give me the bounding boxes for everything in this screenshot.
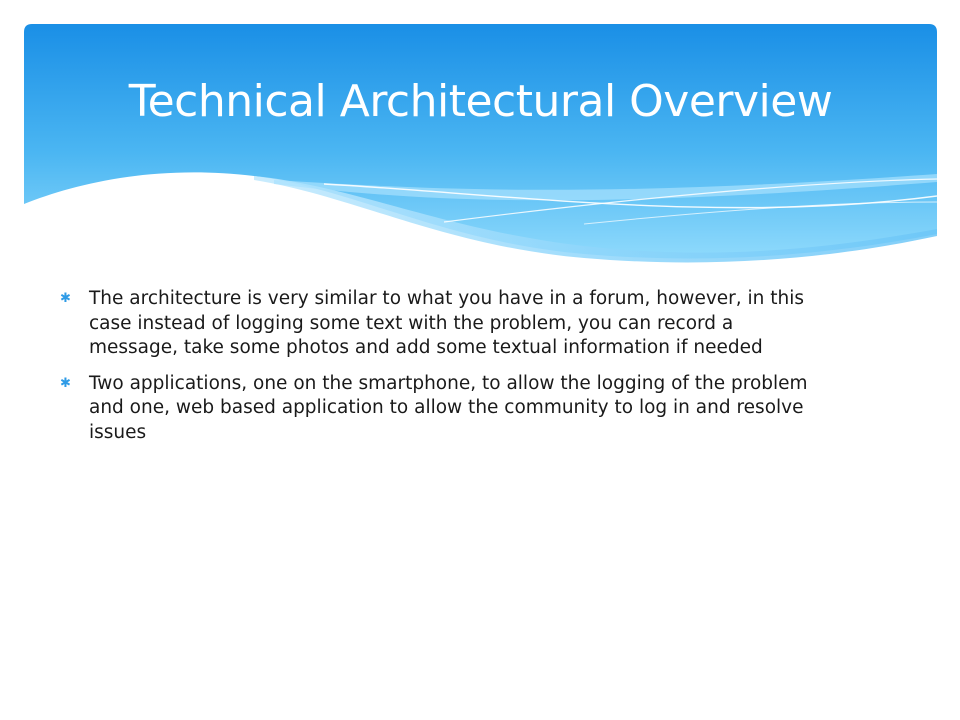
wave-banner-graphic (24, 24, 937, 274)
title-banner (24, 24, 937, 274)
slide-title: Technical Architectural Overview (128, 76, 833, 127)
bullet-text: Two applications, one on the smartphone, to allow the logging of the problem and one, web based application to allow the community to log in and resolve issues (89, 372, 808, 443)
asterisk-bullet-icon: ✱ (60, 375, 71, 391)
bullet-text: The architecture is very similar to what you have in a forum, however, in this case instead of logging some text with the problem, you can record a message, take some photos and add some textual information if needed (89, 288, 805, 358)
asterisk-bullet-icon: ✱ (60, 291, 71, 306)
bullet-list (60, 287, 810, 456)
bullet-item (60, 287, 810, 361)
bullet-item (60, 372, 810, 446)
